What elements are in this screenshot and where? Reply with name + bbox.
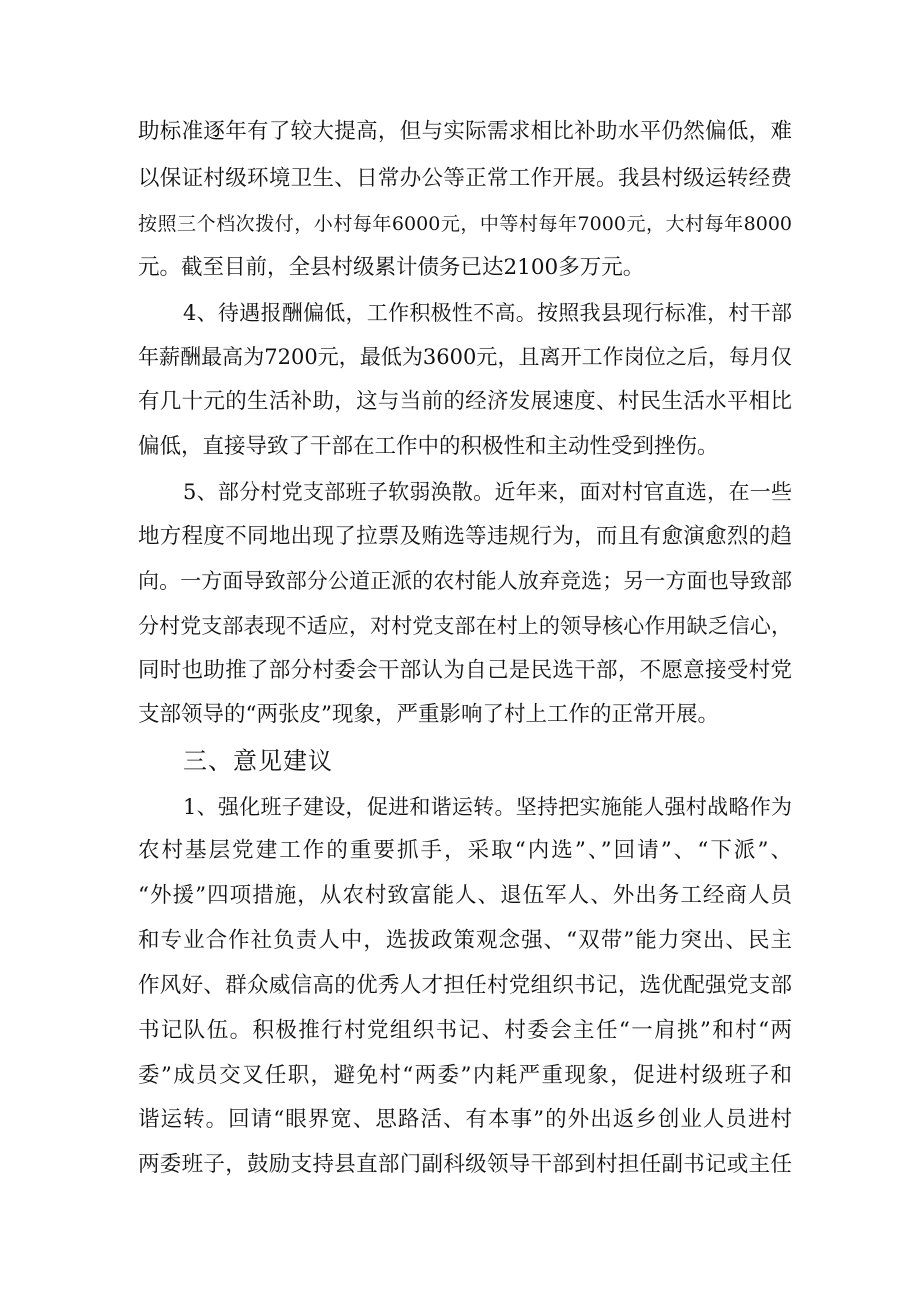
paragraph-line: 地方程度不同地出现了拉票及贿选等违规行为，而且有愈演愈烈的趋 <box>138 524 792 549</box>
paragraph-line: 1、强化班子建设，促进和谐运转。坚持把实施能人强村战略作为 <box>183 795 792 819</box>
paragraph-line: 以保证村级环境卫生、日常办公等正常工作开展。我县村级运转经费 <box>138 166 792 191</box>
paragraph-line: 偏低，直接导致了干部在工作中的积极性和主动性受到挫伤。 <box>138 434 719 459</box>
paragraph-line: 农村基层党建工作的重要抓手，采取“内选”、”回请”、“下派”、 <box>138 838 792 863</box>
paragraph-line: 两委班子，鼓励支持县直部门副科级领导干部到村担任副书记或主任 <box>138 1152 792 1177</box>
paragraph-line: 按照三个档次拨付，小村每年6000元，中等村每年7000元，大村每年8000 <box>138 213 792 235</box>
paragraph-line: 书记队伍。积极推行村党组织书记、村委会主任“一肩挑”和村“两 <box>138 1018 792 1043</box>
paragraph-line: 年薪酬最高为7200元，最低为3600元，且离开工作岗位之后，每月仅 <box>138 345 792 369</box>
paragraph-line: 同时也助推了部分村委会干部认为自己是民选干部，不愿意接受村党 <box>138 658 792 683</box>
paragraph-line: 向。一方面导致部分公道正派的农村能人放弃竞选；另一方面也导致部 <box>138 569 792 593</box>
paragraph-line: 作风好、群众威信高的优秀人才担任村党组织书记，选优配强党支部 <box>138 973 792 998</box>
paragraph-line: 元。截至目前，全县村级累计债务已达2100多万元。 <box>138 255 645 280</box>
paragraph-line: 5、部分村党支部班子软弱涣散。近年来，面对村官直选，在一些 <box>183 480 792 504</box>
paragraph-line: 4、待遇报酬偏低，工作积极性不高。按照我县现行标准，村干部 <box>183 301 792 325</box>
section-heading: 三、意见建议 <box>183 747 333 775</box>
paragraph-line: 委”成员交叉任职，避免村“两委”内耗严重现象，促进村级班子和 <box>138 1063 792 1088</box>
paragraph-line: “外援”四项措施，从农村致富能人、退伍军人、外出务工经商人员 <box>138 883 792 908</box>
paragraph-line: 谐运转。回请“眼界宽、思路活、有本事”的外出返乡创业人员进村 <box>138 1107 792 1132</box>
paragraph-line: 助标准逐年有了较大提高，但与实际需求相比补助水平仍然偏低，难 <box>138 119 792 144</box>
paragraph-line: 支部领导的“两张皮”现象，严重影响了村上工作的正常开展。 <box>138 702 719 727</box>
paragraph-line: 和专业合作社负责人中，选拔政策观念强、“双带”能力突出、民主 <box>138 928 792 953</box>
paragraph-line: 有几十元的生活补助，这与当前的经济发展速度、村民生活水平相比 <box>138 389 792 414</box>
paragraph-line: 分村党支部表现不适应，对村党支部在村上的领导核心作用缺乏信心， <box>138 614 792 638</box>
